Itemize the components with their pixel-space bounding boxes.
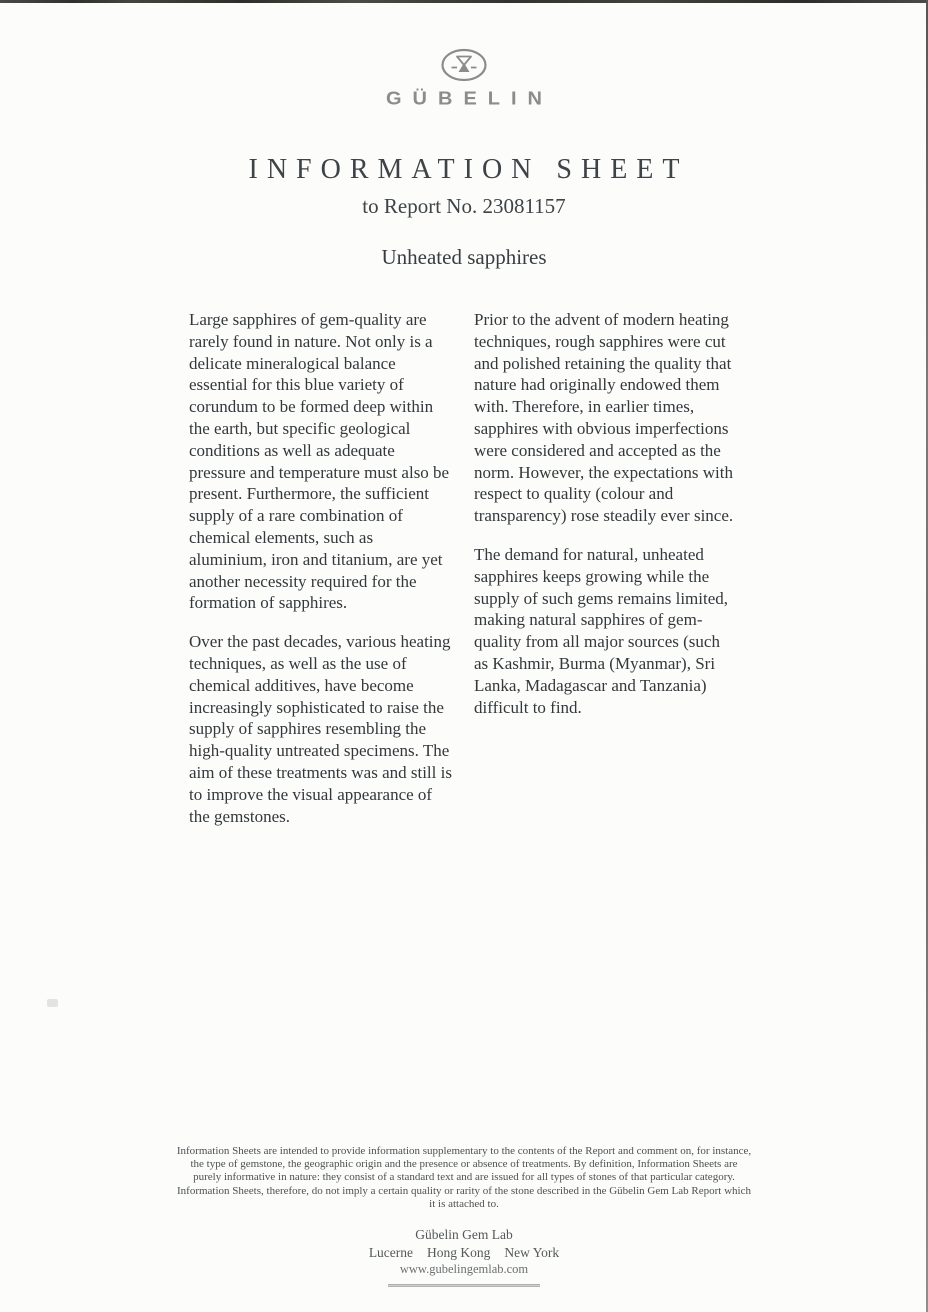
- body-columns: [189, 309, 737, 844]
- footer-location-hongkong: Hong Kong: [427, 1245, 491, 1260]
- right-column: [474, 309, 737, 844]
- right-column-paragraph-1: Prior to the advent of modern heating techniques, rough sapphires were cut and polished retaining the quality that nature had originally endowed them with. Therefore, in earlier times, sapphires with obvious imperfections were considered and accepted as the norm. However, the expectations with respect to quality (colour and transparency) rose steadily ever since.: [474, 310, 734, 526]
- left-column-paragraph-2: Over the past decades, various heating techniques, as well as the use of chemical additives, have become increasingly sophisticated to raise the supply of sapphires resembling the high-quality untreated specimens. The aim of these treatments was and still is to improve the visual appearance of the gemstones.: [189, 632, 452, 826]
- guebelin-hourglass-emblem-icon: [433, 44, 495, 86]
- scan-artifact-dot: [47, 999, 58, 1007]
- footer-location-lucerne: Lucerne: [368, 1245, 414, 1260]
- left-column-paragraph-1: Large sapphires of gem-quality are rarely found in nature. Not only is a delicate mineralogical balance essential for this blue variety of corundum to be formed deep within the earth, but specific geological conditions as well as adequate pressure and temperature must also be present. Furthermore, the sufficient supply of a rare combination of chemical elements, such as aluminium, iron and titanium, are yet another necessity required for the formation of sapphires.: [189, 310, 450, 613]
- scan-edge-top: [0, 0, 928, 3]
- guebelin-wordmark: GÜBELIN: [386, 88, 553, 110]
- report-number-subtitle: to Report No. 23081157: [362, 194, 566, 218]
- footer: [0, 1226, 928, 1287]
- footer-location-newyork: New York: [504, 1245, 560, 1260]
- footer-lab-name: Gübelin Gem Lab: [415, 1227, 513, 1242]
- footer-rule: [388, 1284, 540, 1287]
- logo-block: [0, 44, 928, 111]
- document-title: INFORMATION SHEET: [248, 154, 689, 185]
- section-heading: Unheated sapphires: [381, 245, 547, 269]
- footer-locations: [0, 1244, 928, 1261]
- disclaimer-fine-print: Information Sheets are intended to provide information supplementary to the contents of the Report and comment on, for instance, the type of gemstone, the geographic origin and the presence or absence of treatments. By definition, Information Sheets are purely informative in nature: they consist of a standard text and are issued for all types of stones of that particular category. Information Sheets, therefore, do not imply a certain quality or rarity of the stone described in the Gübelin Gem Lab Report which it is attached to.: [176, 1145, 752, 1210]
- right-column-paragraph-2: The demand for natural, unheated sapphires keeps growing while the supply of such gems remains limited, making natural sapphires of gem-quality from all major sources (such as Kashmir, Burma (Myanmar), Sri Lanka, Madagascar and Tanzania) difficult to find.: [474, 544, 729, 717]
- footer-website: www.gubelingemlab.com: [399, 1262, 529, 1276]
- left-column: [189, 309, 452, 844]
